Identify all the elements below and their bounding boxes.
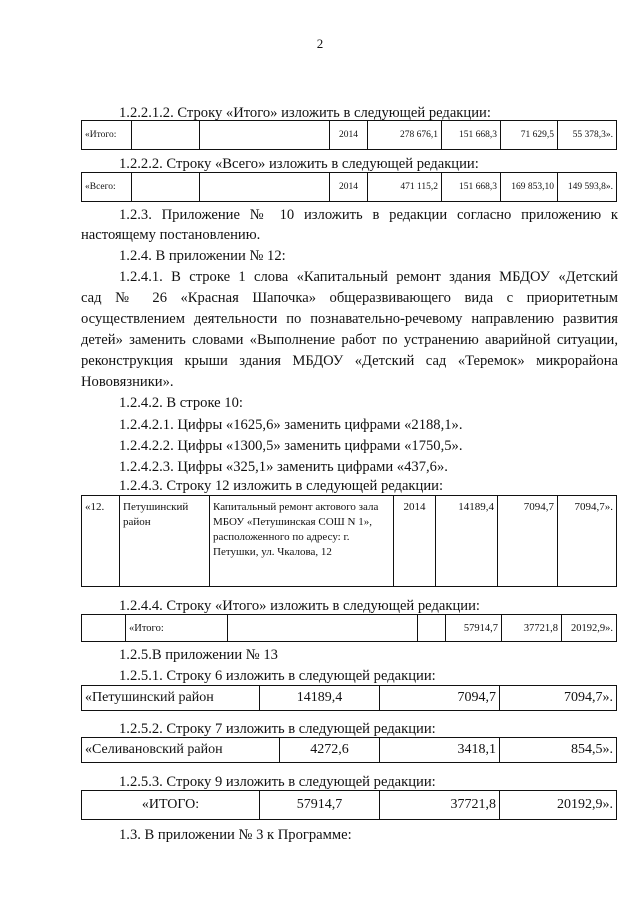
paragraph-1-2-5-1: 1.2.5.1. Строку 6 изложить в следующей редакции: — [119, 668, 436, 684]
paragraph-1-2-4-2-3: 1.2.4.2.3. Цифры «325,1» заменить цифрами «437,6». — [119, 459, 448, 475]
table-cell: 37721,8 — [502, 615, 562, 642]
table-cell: 57914,7 — [260, 791, 380, 820]
table-cell: 57914,7 — [446, 615, 502, 642]
table-cell — [132, 121, 200, 150]
table-cell: 149 593,8». — [558, 173, 617, 202]
table-cell: «ИТОГО: — [82, 791, 260, 820]
paragraph-1-2-4-2-1: 1.2.4.2.1. Цифры «1625,6» заменить цифрами «2188,1». — [119, 417, 463, 433]
paragraph-1-2-4-4: 1.2.4.4. Строку «Итого» изложить в следующей редакции: — [119, 598, 480, 614]
table-cell — [228, 615, 418, 642]
paragraph-1-3: 1.3. В приложении № 3 к Программе: — [119, 827, 352, 843]
table-cell: 151 668,3 — [442, 173, 501, 202]
table-row — [82, 686, 617, 711]
paragraph-1-2-5-2: 1.2.5.2. Строку 7 изложить в следующей редакции: — [119, 721, 436, 737]
paragraph-1-2-4-1-cont: детей» заменить словами «Выполнение работ по устранению аварийной ситуации, — [81, 332, 618, 348]
table-cell — [418, 615, 446, 642]
table-cell: 2014 — [330, 173, 368, 202]
table-cell: 20192,9». — [562, 615, 617, 642]
table-cell: 169 853,10 — [501, 173, 558, 202]
table-cell: 3418,1 — [380, 738, 500, 763]
paragraph-1-2-2-1-2: 1.2.2.1.2. Строку «Итого» изложить в следующей редакции: — [119, 105, 491, 121]
table-cell: 37721,8 — [380, 791, 500, 820]
table-cell: 14189,4 — [436, 496, 498, 587]
table-cell: «Селивановский район — [82, 738, 280, 763]
table-row-6 — [81, 685, 617, 711]
table-cell — [132, 173, 200, 202]
paragraph-1-2-3-cont: настоящему постановлению. — [81, 227, 261, 243]
table-cell: «12. — [82, 496, 120, 587]
table-cell: 4272,6 — [280, 738, 380, 763]
table-vsego — [81, 172, 617, 202]
table-cell: 14189,4 — [260, 686, 380, 711]
table-cell: Капитальный ремонт актового зала МБОУ «Петушинская СОШ N 1», расположенного по адресу: г. Петушки, ул. Чкалова, 12 — [210, 496, 394, 587]
table-row — [82, 121, 617, 150]
table-cell: 7094,7». — [558, 496, 617, 587]
table-cell: 7094,7 — [380, 686, 500, 711]
table-cell: 7094,7 — [498, 496, 558, 587]
table-row — [82, 496, 617, 587]
paragraph-1-2-5-3: 1.2.5.3. Строку 9 изложить в следующей редакции: — [119, 774, 436, 790]
table-row — [82, 615, 617, 642]
table-cell: 2014 — [394, 496, 436, 587]
paragraph-1-2-2-2: 1.2.2.2. Строку «Всего» изложить в следующей редакции: — [119, 156, 479, 172]
paragraph-1-2-5: 1.2.5.В приложении № 13 — [119, 647, 278, 663]
table-cell: 20192,9». — [500, 791, 617, 820]
paragraph-1-2-4-1: 1.2.4.1. В строке 1 слова «Капитальный ремонт здания МБДОУ «Детский — [119, 269, 618, 285]
table-cell: Петушинский район — [120, 496, 210, 587]
table-itogo — [81, 120, 617, 150]
page-number: 2 — [316, 36, 324, 51]
table-cell: «Итого: — [126, 615, 228, 642]
table-cell: 71 629,5 — [501, 121, 558, 150]
paragraph-1-2-4-2-2: 1.2.4.2.2. Цифры «1300,5» заменить цифрами «1750,5». — [119, 438, 463, 454]
table-cell: 55 378,3». — [558, 121, 617, 150]
paragraph-1-2-4-1-cont: Нововязники». — [81, 374, 174, 390]
table-cell — [200, 121, 330, 150]
paragraph-1-2-4-1-cont: сад № 26 «Красная Шапочка» общеразвивающего вида с приоритетным — [81, 290, 618, 306]
table-row-12 — [81, 495, 617, 587]
paragraph-1-2-3: 1.2.3. Приложение № 10 изложить в редакции согласно приложению к — [119, 207, 618, 223]
table-itogo-2 — [81, 614, 617, 642]
table-cell: 278 676,1 — [368, 121, 442, 150]
table-cell: 7094,7». — [500, 686, 617, 711]
paragraph-1-2-4-2: 1.2.4.2. В строке 10: — [119, 395, 243, 411]
paragraph-1-2-4-3: 1.2.4.3. Строку 12 изложить в следующей редакции: — [119, 478, 443, 494]
table-row — [82, 173, 617, 202]
table-row — [82, 791, 617, 820]
table-cell: 2014 — [330, 121, 368, 150]
table-row — [82, 738, 617, 763]
table-cell — [82, 615, 126, 642]
table-cell — [200, 173, 330, 202]
paragraph-1-2-4-1-cont: осуществлением деятельности по познавательно-речевому направлению развития — [81, 311, 618, 327]
table-row-9 — [81, 790, 617, 820]
table-cell: «Петушинский район — [82, 686, 260, 711]
table-cell: 471 115,2 — [368, 173, 442, 202]
table-cell: «Всего: — [82, 173, 132, 202]
table-cell: 151 668,3 — [442, 121, 501, 150]
paragraph-1-2-4: 1.2.4. В приложении № 12: — [119, 248, 286, 264]
table-row-7 — [81, 737, 617, 763]
table-cell: «Итого: — [82, 121, 132, 150]
paragraph-1-2-4-1-cont: реконструкция крыши здания МБДОУ «Детский сад «Теремок» микрорайона — [81, 353, 618, 369]
table-cell: 854,5». — [500, 738, 617, 763]
